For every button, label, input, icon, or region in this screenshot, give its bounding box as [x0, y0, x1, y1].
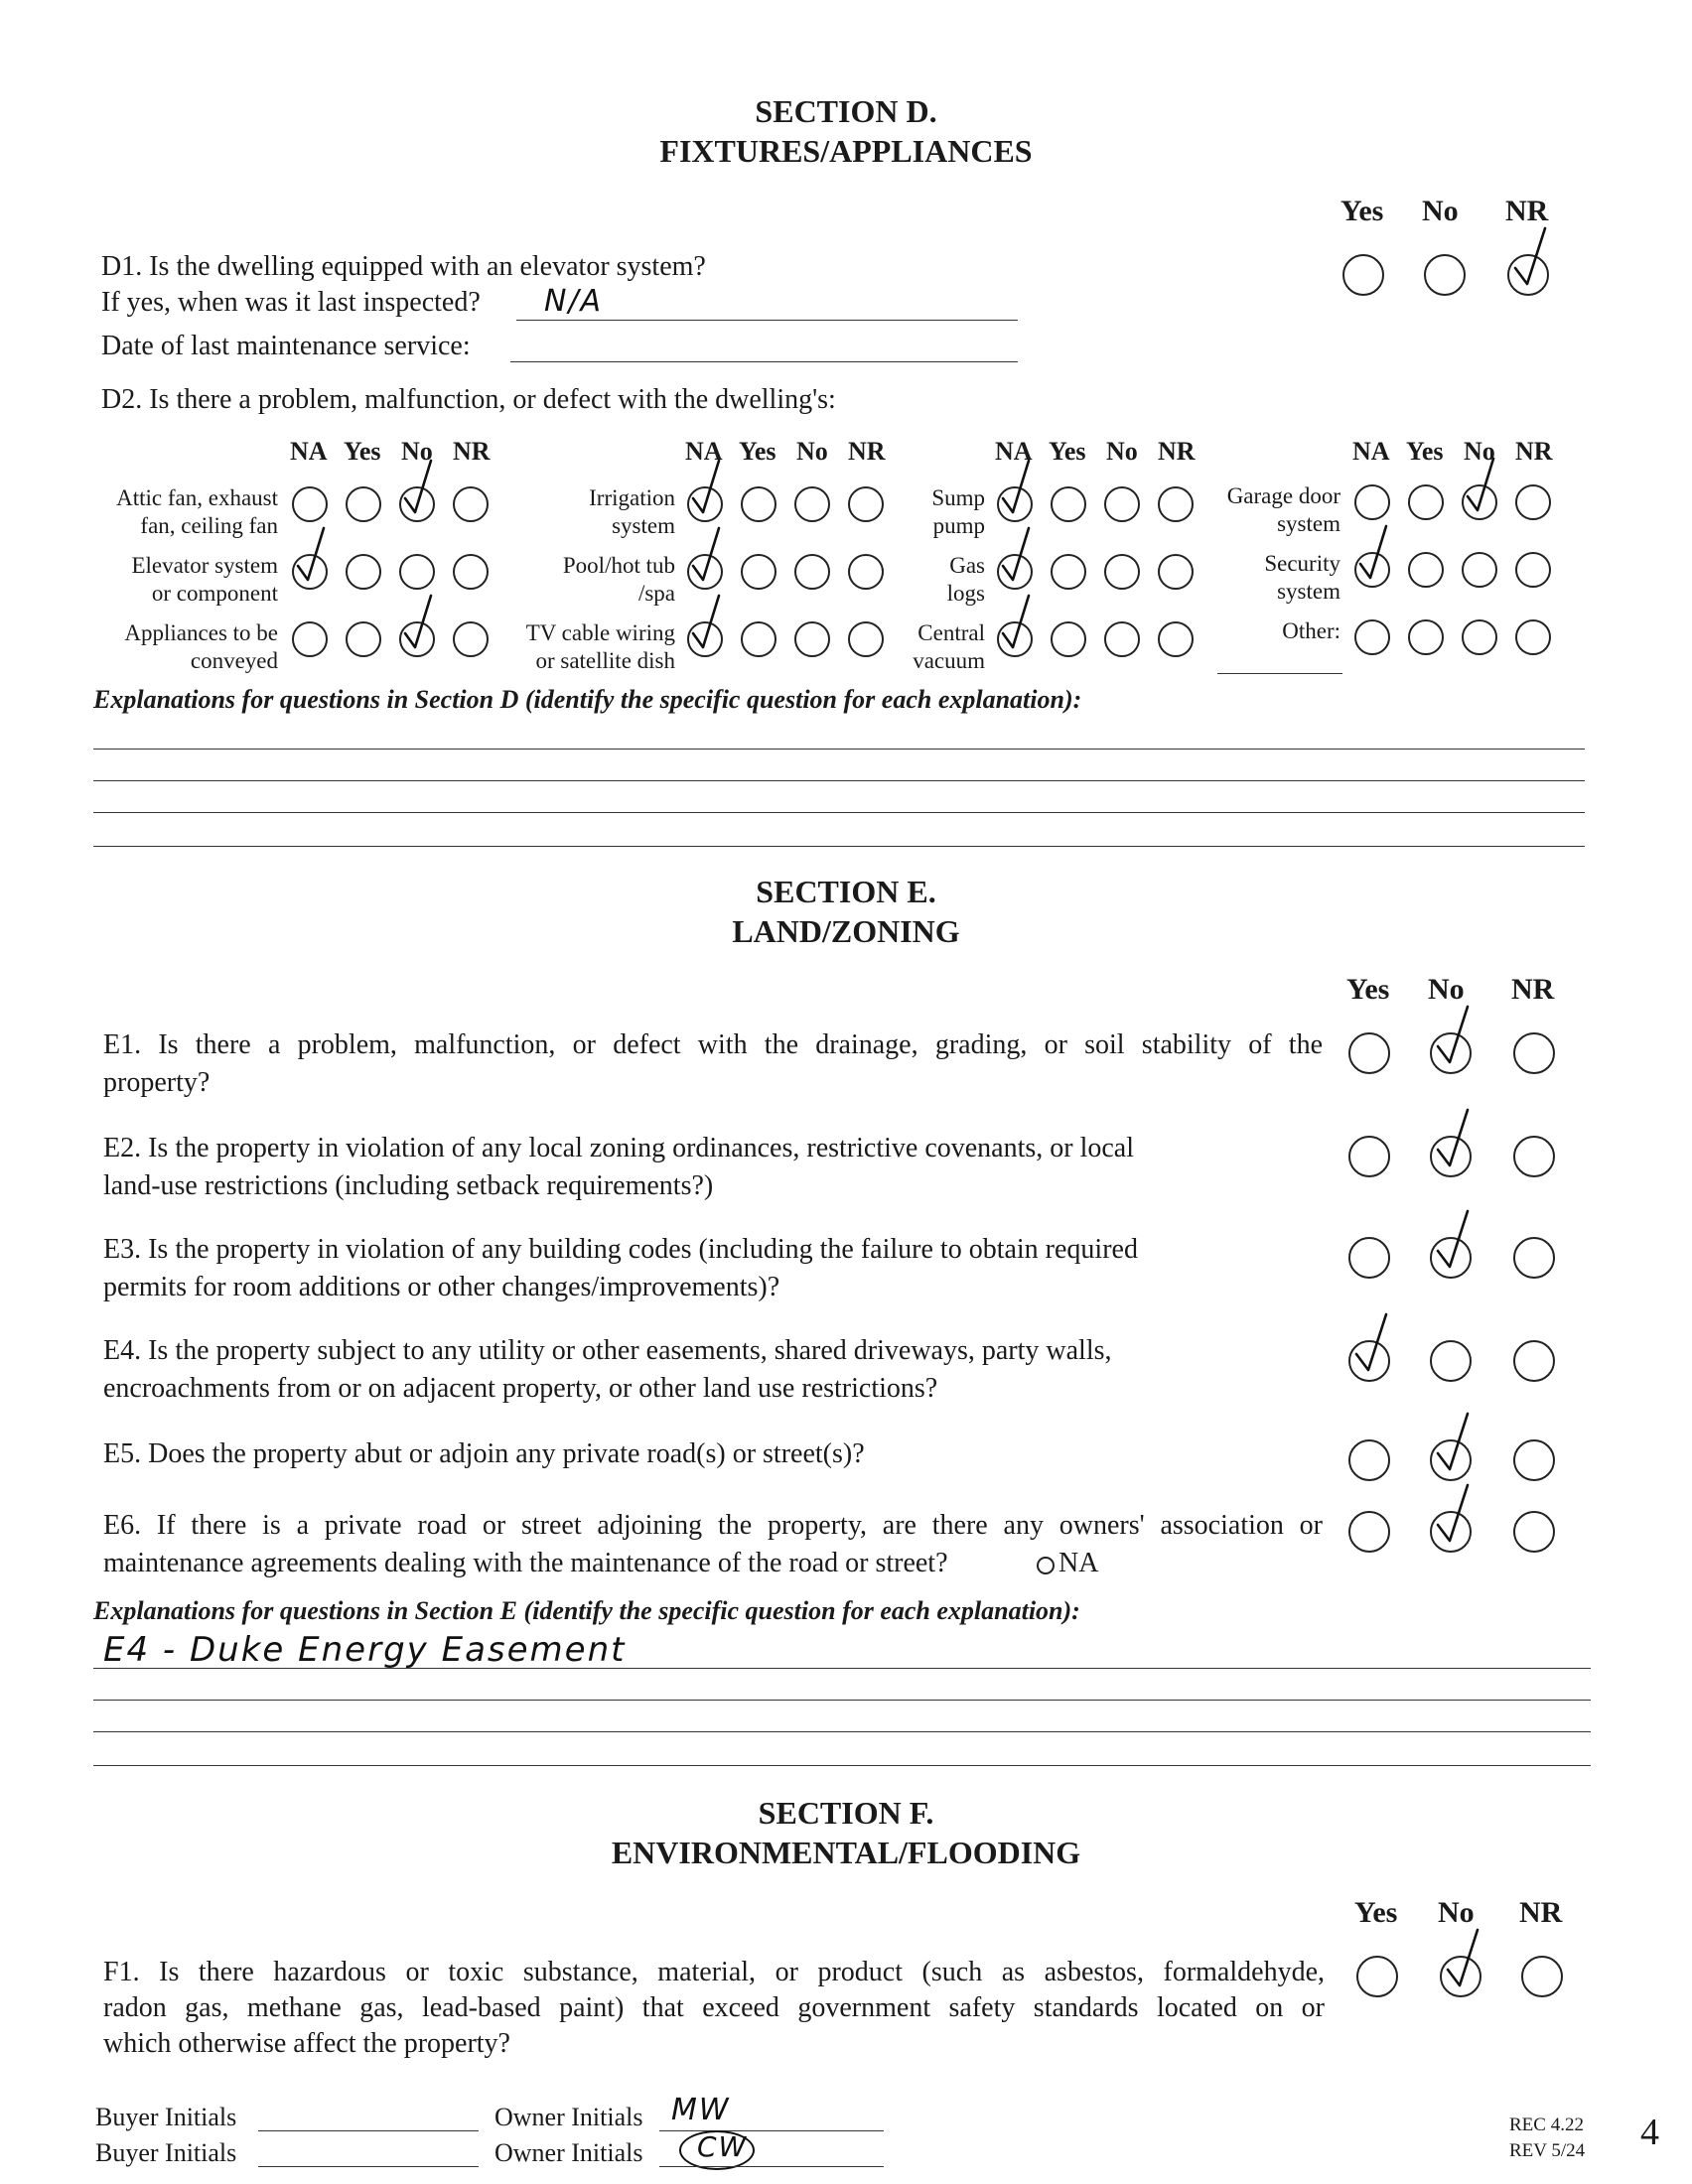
- d2-pool-yes-radio[interactable]: [741, 554, 776, 590]
- d2-elevator-no-radio[interactable]: [399, 554, 435, 590]
- d1-nr-radio[interactable]: [1507, 254, 1549, 296]
- d2-appliances-nr-radio[interactable]: [453, 621, 489, 657]
- e4-question-line1: E4. Is the property subject to any utility or other easements, shared driveways, party walls,: [103, 1335, 1112, 1366]
- d2-pool-na-radio[interactable]: [687, 554, 723, 590]
- e-col-no: No: [1428, 973, 1465, 1006]
- d2-gas-logs-nr-radio[interactable]: [1158, 554, 1194, 590]
- d-col-no: No: [1422, 195, 1459, 227]
- owner-initials-line-2[interactable]: [659, 2166, 884, 2167]
- d2-appliances-na-radio[interactable]: [292, 621, 328, 657]
- d2-tv-cable-nr-radio[interactable]: [848, 621, 884, 657]
- e1-yes-radio[interactable]: [1348, 1032, 1390, 1074]
- checkmark-icon: [1428, 1209, 1478, 1281]
- d2-item-tv-cable-label: TV cable wiring or satellite dish: [525, 620, 675, 673]
- e6-yes-radio[interactable]: [1348, 1511, 1390, 1553]
- d2-security-yes-radio[interactable]: [1408, 552, 1444, 588]
- checkmark-icon: [683, 526, 729, 592]
- section-d-explanation-line-3[interactable]: [93, 812, 1585, 813]
- d2-attic-na-radio[interactable]: [292, 486, 328, 522]
- checkmark-icon: [1428, 1005, 1478, 1076]
- d-col-yes: Yes: [1340, 195, 1384, 227]
- d2-appliances-yes-radio[interactable]: [346, 621, 381, 657]
- d2-item-garage-door-label: Garage door system: [1226, 483, 1340, 536]
- section-d-explanation-line-4[interactable]: [93, 846, 1585, 847]
- d2-tv-cable-na-radio[interactable]: [687, 621, 723, 657]
- e6-question-line1: E6. If there is a private road or street adjoining the property, are there any owners' association or: [103, 1510, 1323, 1541]
- e1-no-radio[interactable]: [1430, 1032, 1472, 1074]
- checkmark-icon: [1428, 1108, 1478, 1179]
- owner-initials-signature-1: MW: [671, 2093, 731, 2127]
- page-number: 4: [1640, 2112, 1659, 2153]
- d2-item-appliances-label: Appliances to be conveyed: [124, 620, 278, 673]
- e-col-nr: NR: [1511, 973, 1555, 1006]
- checkmark-icon: [993, 526, 1039, 592]
- e5-nr-radio[interactable]: [1513, 1439, 1555, 1481]
- d2-vacuum-na-radio[interactable]: [997, 621, 1033, 657]
- d2-attic-no-radio[interactable]: [399, 486, 435, 522]
- e3-question-line1: E3. Is the property in violation of any building codes (including the failure to obtain required: [103, 1234, 1138, 1265]
- section-e-explanation-line-4[interactable]: [93, 1765, 1591, 1766]
- d2-item-elevator-label: Elevator system or component: [131, 553, 278, 606]
- e6-na-radio[interactable]: [1037, 1557, 1055, 1574]
- d2-irrigation-nr-radio[interactable]: [848, 486, 884, 522]
- d2-other-yes-radio[interactable]: [1408, 619, 1444, 655]
- e3-nr-radio[interactable]: [1513, 1237, 1555, 1279]
- section-e-subtitle: LAND/ZONING: [732, 913, 960, 949]
- checkmark-icon: [993, 459, 1039, 524]
- d2-item-irrigation-label: Irrigation system: [589, 485, 675, 538]
- d2-security-nr-radio[interactable]: [1515, 552, 1551, 588]
- d2-garage-no-radio[interactable]: [1462, 484, 1497, 520]
- f1-question-line1: F1. Is there hazardous or toxic substance, material, or product (such as asbestos, formaldehyde,: [103, 1957, 1325, 1987]
- d2-sump-no-radio[interactable]: [1104, 486, 1140, 522]
- d2-security-na-radio[interactable]: [1354, 552, 1390, 588]
- d2-other-na-radio[interactable]: [1354, 619, 1390, 655]
- e1-question-line1: E1. Is there a problem, malfunction, or defect with the drainage, grading, or soil stability of the: [103, 1029, 1323, 1060]
- d2-elevator-yes-radio[interactable]: [346, 554, 381, 590]
- d2-sump-yes-radio[interactable]: [1051, 486, 1086, 522]
- d2-item-central-vacuum-label: Central vacuum: [913, 620, 985, 673]
- f-col-yes: Yes: [1354, 1896, 1398, 1929]
- d2-other-no-radio[interactable]: [1462, 619, 1497, 655]
- e2-no-radio[interactable]: [1430, 1136, 1472, 1177]
- d1-maintenance-line[interactable]: [510, 361, 1018, 362]
- d2-irrigation-no-radio[interactable]: [794, 486, 830, 522]
- section-d-subtitle: FIXTURES/APPLIANCES: [659, 133, 1033, 169]
- checkmark-icon: [683, 459, 729, 524]
- e4-no-radio[interactable]: [1430, 1340, 1472, 1382]
- checkmark-icon: [395, 459, 441, 524]
- d2-pool-no-radio[interactable]: [794, 554, 830, 590]
- e-col-yes: Yes: [1346, 973, 1390, 1006]
- checkmark-icon: [1458, 457, 1503, 522]
- checkmark-icon: [1346, 1312, 1396, 1384]
- f1-nr-radio[interactable]: [1521, 1956, 1563, 1997]
- d2-item-gas-logs-label: Gas logs: [946, 553, 985, 606]
- buyer-initials-line-2[interactable]: [258, 2166, 479, 2167]
- d2-elevator-na-radio[interactable]: [292, 554, 328, 590]
- section-d-explanation-line-2[interactable]: [93, 780, 1585, 781]
- d2-attic-nr-radio[interactable]: [453, 486, 489, 522]
- section-e-explanation-line-1[interactable]: [93, 1668, 1591, 1669]
- owner-initials-line-1[interactable]: [659, 2130, 884, 2131]
- f-col-no: No: [1438, 1896, 1475, 1929]
- d2-item-pool-label: Pool/hot tub /spa: [562, 553, 675, 606]
- checkmark-icon: [1438, 1928, 1487, 1999]
- checkmark-icon: [288, 526, 334, 592]
- checkmark-icon: [395, 594, 441, 659]
- e6-no-radio[interactable]: [1430, 1511, 1472, 1553]
- d2-gas-logs-na-radio[interactable]: [997, 554, 1033, 590]
- d2-garage-yes-radio[interactable]: [1408, 484, 1444, 520]
- d2-vacuum-nr-radio[interactable]: [1158, 621, 1194, 657]
- owner-initials-label-2: Owner Initials: [494, 2138, 643, 2167]
- d1-question: D1. Is the dwelling equipped with an elevator system?: [101, 251, 706, 282]
- d2-item-sump-label: Sump pump: [931, 485, 985, 538]
- buyer-initials-line-1[interactable]: [258, 2130, 479, 2131]
- e1-nr-radio[interactable]: [1513, 1032, 1555, 1074]
- d2-sump-na-radio[interactable]: [997, 486, 1033, 522]
- form-revision: REV 5/24: [1509, 2140, 1586, 2161]
- d1-yes-radio[interactable]: [1342, 254, 1384, 296]
- e2-question-line1: E2. Is the property in violation of any local zoning ordinances, restrictive covenants, or local: [103, 1133, 1135, 1163]
- section-d-explanation-label: Explanations for questions in Section D (identify the specific question for each explanation):: [93, 685, 1082, 714]
- e2-yes-radio[interactable]: [1348, 1136, 1390, 1177]
- d2-security-no-radio[interactable]: [1462, 552, 1497, 588]
- e6-nr-radio[interactable]: [1513, 1511, 1555, 1553]
- d2-other-nr-radio[interactable]: [1515, 619, 1551, 655]
- d2-pool-nr-radio[interactable]: [848, 554, 884, 590]
- checkmark-icon: [1428, 1412, 1478, 1483]
- d2-garage-nr-radio[interactable]: [1515, 484, 1551, 520]
- d2-appliances-no-radio[interactable]: [399, 621, 435, 657]
- buyer-initials-label-2: Buyer Initials: [95, 2138, 237, 2167]
- d1-no-radio[interactable]: [1424, 254, 1466, 296]
- f-col-nr: NR: [1519, 1896, 1563, 1929]
- f1-question-line3: which otherwise affect the property?: [103, 2028, 510, 2059]
- section-e-title: SECTION E.: [756, 874, 936, 909]
- section-e-explanation-line-2[interactable]: [93, 1700, 1591, 1701]
- d2-gas-logs-yes-radio[interactable]: [1051, 554, 1086, 590]
- f1-yes-radio[interactable]: [1356, 1956, 1398, 1997]
- checkmark-icon: [993, 594, 1039, 659]
- e6-na-label: NA: [1058, 1548, 1099, 1578]
- section-d-explanation-line-1[interactable]: [93, 749, 1585, 750]
- buyer-initials-label-1: Buyer Initials: [95, 2103, 237, 2131]
- e5-no-radio[interactable]: [1430, 1439, 1472, 1481]
- d2-item-security-label: Security system: [1264, 551, 1340, 604]
- d2-question: D2. Is there a problem, malfunction, or defect with the dwelling's:: [101, 384, 836, 415]
- d2-vacuum-yes-radio[interactable]: [1051, 621, 1086, 657]
- d1-inspected-line[interactable]: [516, 320, 1018, 321]
- e5-yes-radio[interactable]: [1348, 1439, 1390, 1481]
- section-f-title: SECTION F.: [758, 1795, 934, 1831]
- d2-garage-na-radio[interactable]: [1354, 484, 1390, 520]
- d2-item-attic-fan-label: Attic fan, exhaust fan, ceiling fan: [116, 485, 278, 538]
- e1-question-line2: property?: [103, 1067, 211, 1098]
- d2-gas-logs-no-radio[interactable]: [1104, 554, 1140, 590]
- d1-inspected-answer: N/A: [544, 284, 604, 319]
- d2-elevator-nr-radio[interactable]: [453, 554, 489, 590]
- checkmark-icon: [1428, 1483, 1478, 1555]
- d2-tv-cable-no-radio[interactable]: [794, 621, 830, 657]
- e3-yes-radio[interactable]: [1348, 1237, 1390, 1279]
- d2-sump-nr-radio[interactable]: [1158, 486, 1194, 522]
- d2-irrigation-na-radio[interactable]: [687, 486, 723, 522]
- d2-vacuum-no-radio[interactable]: [1104, 621, 1140, 657]
- e2-nr-radio[interactable]: [1513, 1136, 1555, 1177]
- e5-question: E5. Does the property abut or adjoin any private road(s) or street(s)?: [103, 1438, 865, 1469]
- e6-question-line2: maintenance agreements dealing with the maintenance of the road or street?: [103, 1548, 948, 1578]
- d-col-nr: NR: [1505, 195, 1549, 227]
- f1-no-radio[interactable]: [1440, 1956, 1481, 1997]
- section-d-title: SECTION D.: [755, 93, 937, 129]
- section-e-explanation-label: Explanations for questions in Section E (identify the specific question for each explanation):: [93, 1596, 1080, 1625]
- e3-no-radio[interactable]: [1430, 1237, 1472, 1279]
- f1-question-line2: radon gas, methane gas, lead-based paint) that exceed government safety standards located on or: [103, 1992, 1325, 2023]
- checkmark-icon: [1505, 226, 1555, 298]
- d2-item-other-label: Other:: [1282, 618, 1340, 643]
- d2-other-line[interactable]: [1217, 673, 1342, 674]
- e2-question-line2: land-use restrictions (including setback requirements?): [103, 1170, 714, 1201]
- e4-nr-radio[interactable]: [1513, 1340, 1555, 1382]
- form-code: REC 4.22: [1509, 2115, 1584, 2135]
- e4-question-line2: encroachments from or on adjacent property, or other land use restrictions?: [103, 1373, 938, 1404]
- section-f-subtitle: ENVIRONMENTAL/FLOODING: [611, 1835, 1081, 1870]
- d1-maintenance-label: Date of last maintenance service:: [101, 331, 471, 361]
- d2-attic-yes-radio[interactable]: [346, 486, 381, 522]
- e3-question-line2: permits for room additions or other changes/improvements)?: [103, 1272, 780, 1302]
- d1-inspected-label: If yes, when was it last inspected?: [101, 287, 481, 318]
- section-e-explanation-line-3[interactable]: [93, 1731, 1591, 1732]
- owner-initials-label-1: Owner Initials: [494, 2103, 643, 2131]
- e4-yes-radio[interactable]: [1348, 1340, 1390, 1382]
- d2-irrigation-yes-radio[interactable]: [741, 486, 776, 522]
- owner-initials-signature-2: CW: [697, 2130, 749, 2163]
- checkmark-icon: [683, 594, 729, 659]
- checkmark-icon: [1350, 524, 1396, 590]
- section-e-explanation-answer: E4 - Duke Energy Easement: [103, 1630, 627, 1670]
- d2-tv-cable-yes-radio[interactable]: [741, 621, 776, 657]
